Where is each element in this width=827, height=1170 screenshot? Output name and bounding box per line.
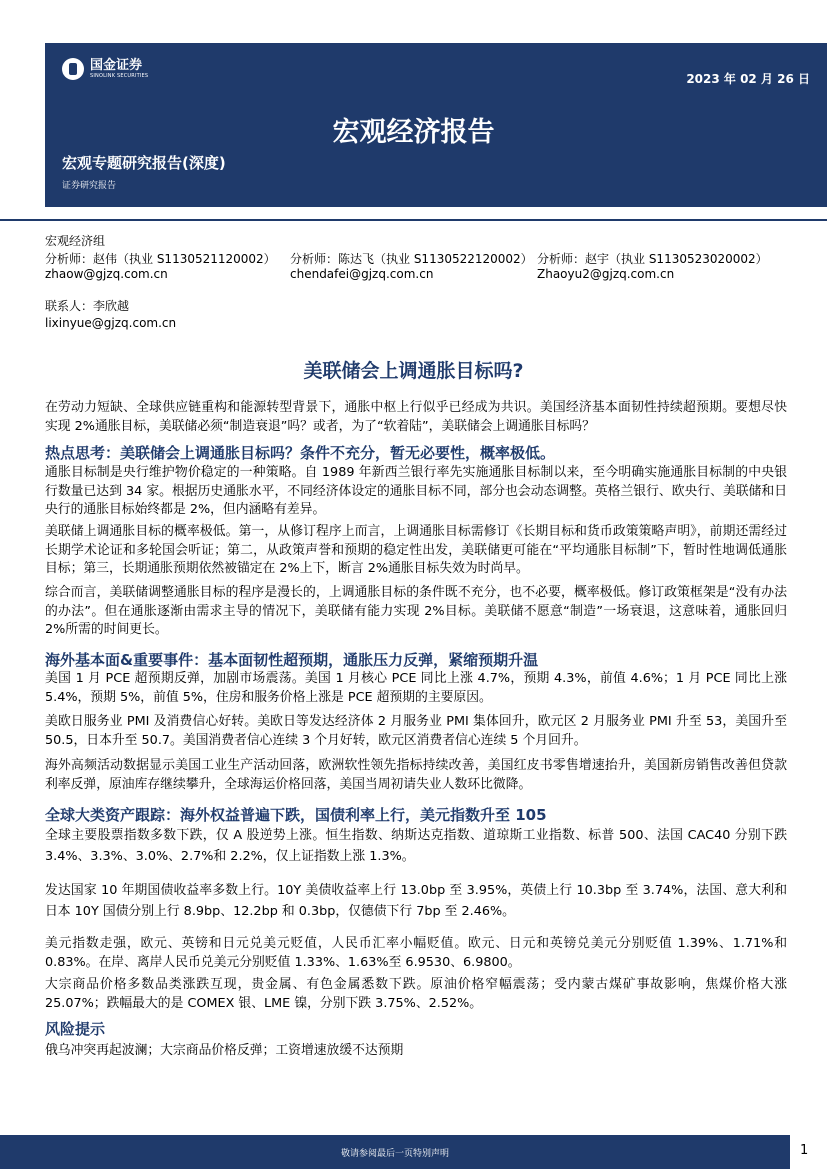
report-category: 证券研究报告 xyxy=(62,181,117,191)
analyst-emails-row xyxy=(0,267,827,284)
brand-logo-icon xyxy=(62,58,84,80)
section-3-paragraph-3: 美元指数走强，欧元、英镑和日元兑美元贬值，人民币汇率小幅贬值。欧元、日元和英镑兑美元分别贬值 1.39%、1.71%和 0.83%。在岸、离岸人民币兑美元分别贬值 1.33%、1.63%至 6.9530、6.9800。 xyxy=(45,936,787,970)
report-type-title: 宏观经济报告 xyxy=(332,117,495,148)
header-divider xyxy=(0,219,827,221)
section-heading-hot-topic: 热点思考：美联储会上调通胀目标吗？条件不充分，暂无必要性，概率极低。 xyxy=(45,444,556,462)
section-heading-risk: 风险提示 xyxy=(45,1020,106,1038)
analyst-1-email[interactable]: zhaow@gjzq.com.cn xyxy=(45,267,168,281)
section-1-paragraph-1: 通胀目标制是央行维护物价稳定的一种策略。自 1989 年新西兰银行率先实施通胀目标制以来，至今明确实施通胀目标制的中央银行数量已达到 34 家。根据历史通胀水平，不同经济体设定的通胀目标不同，部分也会动态调整。英格兰银行、欧央行、美联储和日央行的通胀目标始终都是 2%，但内涵略有差异。 xyxy=(45,465,787,517)
section-3-paragraph-2: 发达国家 10 年期国债收益率多数上行。10Y 美债收益率上行 13.0bp 至 3.95%，英债上行 10.3bp 至 3.74%，法国、意大利和日本 10Y 国债分别上行 8.9bp、12.2bp 和 0.3bp，仅德债下行 7bp 至 2.46%。 xyxy=(45,883,787,919)
section-3-paragraph-1: 全球主要股票指数多数下跌，仅 A 股逆势上涨。恒生指数、纳斯达克指数、道琼斯工业指数、标普 500、法国 CAC40 分别下跌 3.4%、3.3%、3.0%、2.7%和 2.2%，仅上证指数上涨 1.3%。 xyxy=(45,828,787,864)
section-2-paragraph-2: 美欧日服务业 PMI 及消费信心好转。美欧日等发达经济体 2 月服务业 PMI 集体回升，欧元区 2 月服务业 PMI 升至 53，美国升至 50.5，日本升至 50.7。美国消费者信心连续 3 个月好转，欧元区消费者信心连续 5 个月回升。 xyxy=(45,714,787,748)
analyst-1-label: 分析师：赵伟（执业 S1130521120002） xyxy=(45,252,276,266)
footer-disclaimer-note[interactable]: 敬请参阅最后一页特别声明 xyxy=(340,1149,449,1159)
section-heading-asset-tracking: 全球大类资产跟踪：海外权益普遍下跌，国债利率上行，美元指数升至 105 xyxy=(45,806,547,824)
intro-paragraph: 在劳动力短缺、全球供应链重构和能源转型背景下，通胀中枢上行似乎已经成为共识。美国经济基本面韧性持续超预期。要想尽快实现 2%通胀目标，美联储必须“制造衰退”吗？或者，为了“软着陆”，美联储会上调通胀目标吗？ xyxy=(45,400,787,434)
brand-name-en: SINOLINK SECURITIES xyxy=(90,72,149,79)
section-2-paragraph-3: 海外高频活动数据显示美国工业生产活动回落，欧洲软性领先指标持续改善，美国红皮书零售增速抬升，美国新房销售改善但贷款利率反弹，原油库存继续攀升，全球海运价格回落，美国当周初请失业人数环比微降。 xyxy=(45,758,787,792)
brand-name-cn: 国金证券 xyxy=(90,57,143,73)
page-number: 1 xyxy=(800,1143,809,1158)
analyst-2-label: 分析师：陈达飞（执业 S1130522120002） xyxy=(290,252,533,266)
section-1-paragraph-2: 美联储上调通胀目标的概率极低。第一，从修订程序上而言，上调通胀目标需修订《长期目标和货币政策策略声明》，前期还需经过长期学术论证和多轮国会听证；第二，从政策声誉和预期的稳定性出发，美联储更可能在“平均通胀目标制”下，暂时性地调低通胀目标；第三，长期通胀预期依然被锚定在 2%上下，断言 2%通胀目标失效为时尚早。 xyxy=(45,524,787,576)
analyst-labels-row xyxy=(0,250,827,267)
research-group: 宏观经济组 xyxy=(45,234,106,248)
section-heading-overseas: 海外基本面&重要事件：基本面韧性超预期，通胀压力反弹，紧缩预期升温 xyxy=(45,651,539,669)
analyst-3-label: 分析师：赵宇（执业 S1130523020002） xyxy=(537,252,768,266)
contact-email[interactable]: lixinyue@gjzq.com.cn xyxy=(45,316,177,330)
section-1-paragraph-3: 综合而言，美联储调整通胀目标的程序是漫长的，上调通胀目标的条件既不充分，也不必要，概率极低。修订政策框架是“没有办法的办法”。但在通胀逐渐由需求主导的情况下，美联储有能力实现 2%目标。美联储不愿意“制造”一场衰退，这意味着，通胀回归 2%所需的时间更长。 xyxy=(45,585,787,637)
brand-logo xyxy=(62,58,148,80)
section-2-paragraph-1: 美国 1 月 PCE 超预期反弹，加剧市场震荡。美国 1 月核心 PCE 同比上涨 4.7%，预期 4.3%，前值 4.6%；1 月 PCE 同比上涨 5.4%，预期 5%，前值 5%，住房和服务价格上涨是 PCE 超预期的主要原因。 xyxy=(45,671,787,705)
contact-label: 联系人：李欣越 xyxy=(45,299,130,313)
document-title: 美联储会上调通胀目标吗? xyxy=(303,360,524,382)
report-date: 2023 年 02 月 26 日 xyxy=(686,72,810,86)
section-3-paragraph-4: 大宗商品价格多数品类涨跌互现，贵金属、有色金属悉数下跌。原油价格窄幅震荡；受内蒙古煤矿事故影响，焦煤价格大涨 25.07%；跌幅最大的是 COMEX 银、LME 镍，分别下跌 3.75%、2.52%。 xyxy=(45,977,787,1011)
report-subtitle: 宏观专题研究报告(深度) xyxy=(62,154,226,172)
risk-paragraph: 俄乌冲突再起波澜；大宗商品价格反弹；工资增速放缓不达预期 xyxy=(45,1043,404,1058)
analyst-2-email[interactable]: chendafei@gjzq.com.cn xyxy=(290,267,434,281)
analyst-3-email[interactable]: Zhaoyu2@gjzq.com.cn xyxy=(537,267,675,281)
